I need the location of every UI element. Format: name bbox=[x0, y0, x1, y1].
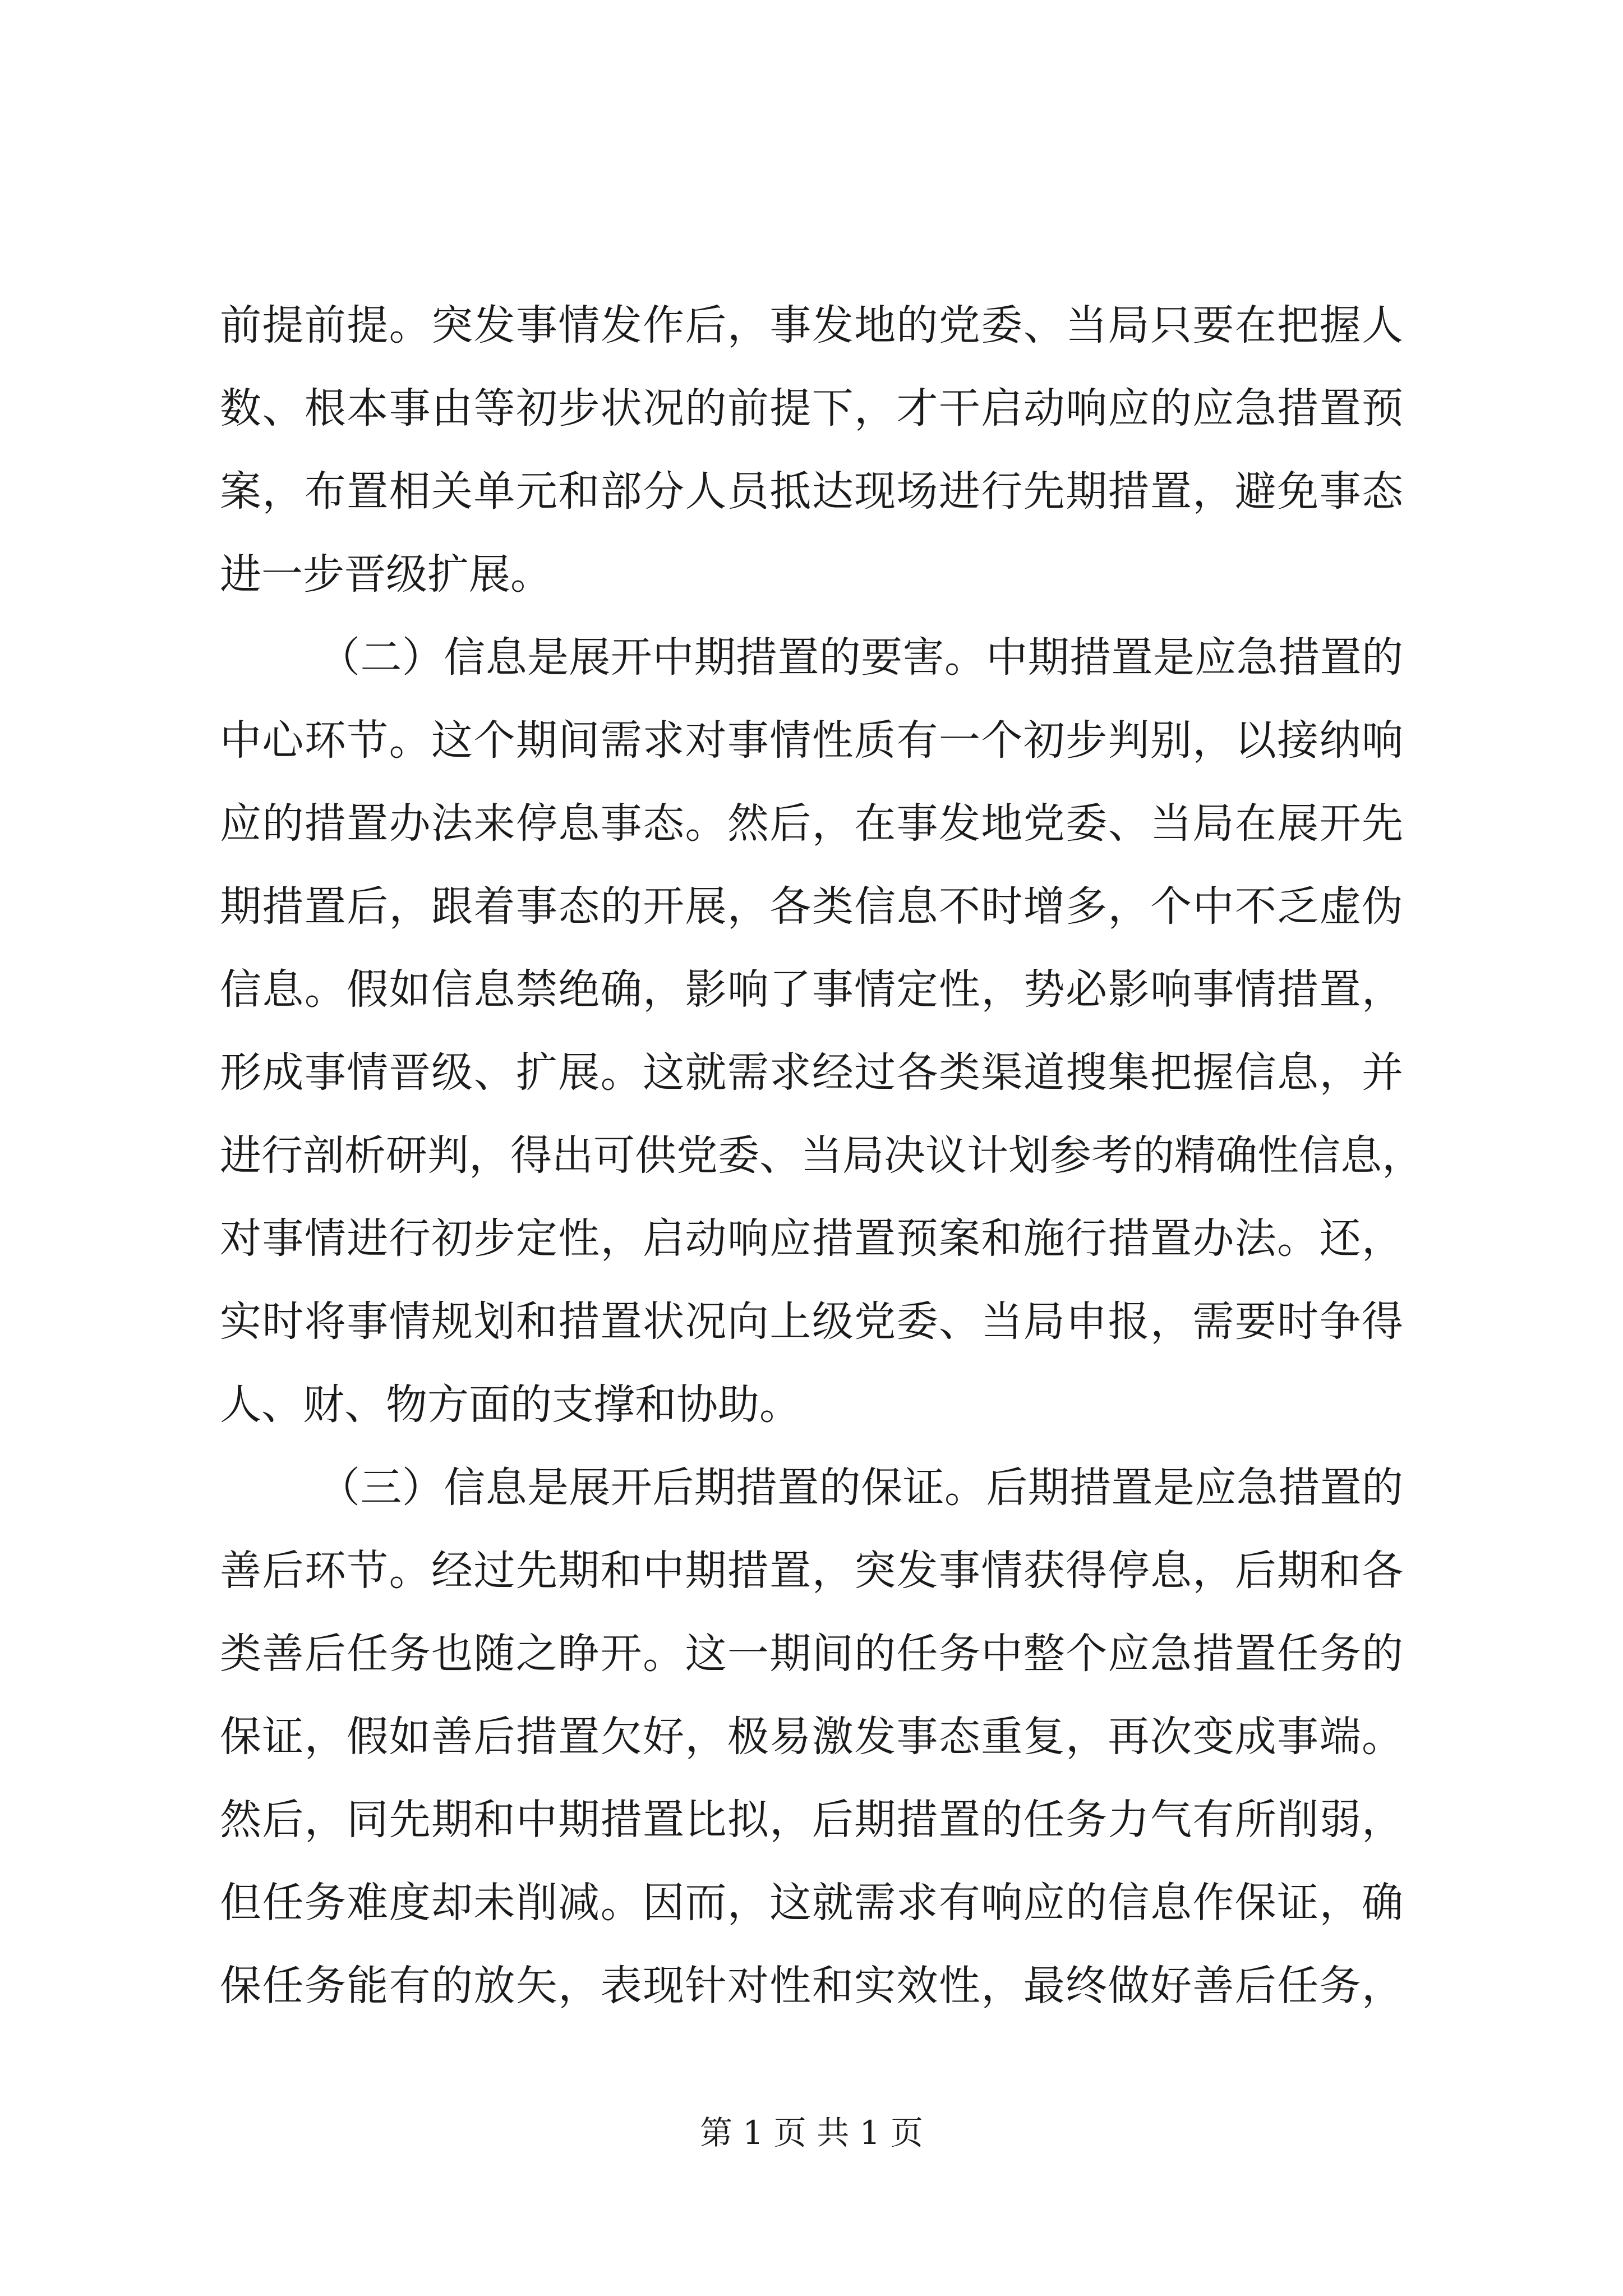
text-line: 信息。假如信息禁绝确，影响了事情定性，势必影响事情措置， bbox=[220, 965, 1403, 1014]
text-line: 对事情进行初步定性，启动响应措置预案和施行措置办法。还， bbox=[220, 1214, 1403, 1263]
text-line: 保证，假如善后措置欠好，极易激发事态重复，再次变成事端。 bbox=[220, 1713, 1403, 1761]
text-line: 案，布置相关单元和部分人员抵达现场进行先期措置，避免事态 bbox=[220, 467, 1403, 516]
text-line: 形成事情晋级、扩展。这就需求经过各类渠道搜集把握信息，并 bbox=[220, 1048, 1403, 1097]
page-number-footer: 第 1 页 共 1 页 bbox=[700, 2114, 923, 2152]
text-line: 然后，同先期和中期措置比拟，后期措置的任务力气有所削弱， bbox=[220, 1796, 1403, 1844]
text-line: 实时将事情规划和措置状况向上级党委、当局申报，需要时争得 bbox=[220, 1297, 1403, 1346]
text-line: 进行剖析研判，得出可供党委、当局决议计划参考的精确性信息， bbox=[220, 1131, 1423, 1180]
text-line: 数、根本事由等初步状况的前提下，才干启动响应的应急措置预 bbox=[220, 384, 1403, 432]
text-line: 类善后任务也随之睁开。这一期间的任务中整个应急措置任务的 bbox=[220, 1630, 1403, 1678]
text-line: 中心环节。这个期间需求对事情性质有一个初步判别，以接纳响 bbox=[220, 716, 1403, 765]
text-line: 应的措置办法来停息事态。然后，在事发地党委、当局在展开先 bbox=[220, 799, 1403, 848]
paragraph-start-line: （三）信息是展开后期措置的保证。后期措置是应急措置的 bbox=[319, 1464, 1403, 1512]
text-line: 善后环节。经过先期和中期措置，突发事情获得停息，后期和各 bbox=[220, 1547, 1403, 1595]
text-line: 期措置后，跟着事态的开展，各类信息不时增多，个中不乏虚伪 bbox=[220, 882, 1403, 931]
text-line: 进一步晋级扩展。 bbox=[220, 550, 552, 599]
paragraph-start-line: （二）信息是展开中期措置的要害。中期措置是应急措置的 bbox=[319, 633, 1403, 682]
text-line: 但任务难度却未削减。因而，这就需求有响应的信息作保证，确 bbox=[220, 1879, 1403, 1927]
text-line: 前提前提。突发事情发作后，事发地的党委、当局只要在把握人 bbox=[220, 301, 1403, 349]
text-line: 人、财、物方面的支撑和协助。 bbox=[220, 1381, 801, 1429]
text-line: 保任务能有的放矢，表现针对性和实效性，最终做好善后任务， bbox=[220, 1962, 1403, 2010]
